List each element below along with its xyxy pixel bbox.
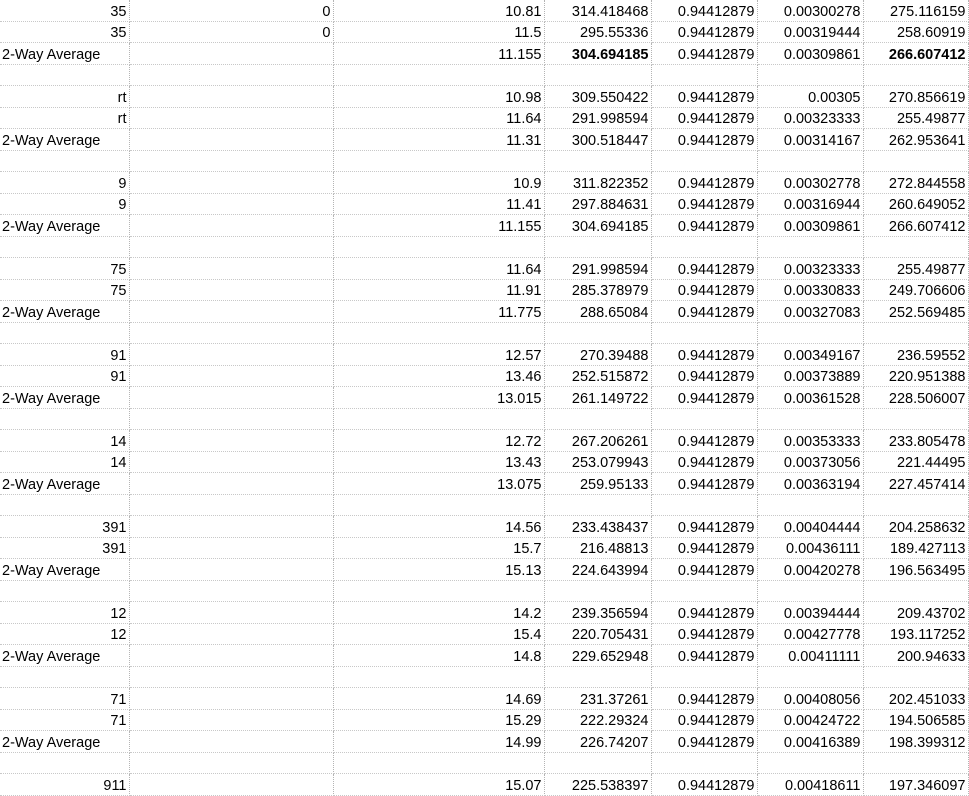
flag-cell[interactable] xyxy=(129,344,333,366)
calc-cell[interactable]: 226.74207 xyxy=(544,731,651,753)
factor-cell[interactable]: 0.94412879 xyxy=(651,365,757,387)
label-cell[interactable]: 71 xyxy=(0,709,129,731)
factor-cell[interactable]: 0.94412879 xyxy=(651,623,757,645)
calc-cell[interactable]: 270.39488 xyxy=(544,344,651,366)
flag-cell[interactable] xyxy=(129,408,333,430)
label-cell[interactable]: 14 xyxy=(0,430,129,452)
flag-cell[interactable] xyxy=(129,236,333,258)
flag-cell[interactable] xyxy=(129,580,333,602)
calc-cell[interactable]: 216.48813 xyxy=(544,537,651,559)
calc-cell[interactable]: 220.705431 xyxy=(544,623,651,645)
table-row xyxy=(0,451,968,473)
flag-cell[interactable] xyxy=(129,473,333,495)
flag-cell[interactable] xyxy=(129,215,333,237)
factor-cell[interactable] xyxy=(651,666,757,688)
label-cell[interactable]: 2-Way Average xyxy=(0,215,129,237)
result-cell[interactable]: 227.457414 xyxy=(863,473,968,495)
calc-cell[interactable] xyxy=(544,666,651,688)
result-cell[interactable]: 236.59552 xyxy=(863,344,968,366)
table-row xyxy=(0,774,968,796)
result-cell[interactable]: 198.399312 xyxy=(863,731,968,753)
value-cell[interactable]: 15.4 xyxy=(333,623,544,645)
average-row xyxy=(0,301,968,323)
flag-cell[interactable] xyxy=(129,688,333,710)
result-cell[interactable] xyxy=(863,580,968,602)
flag-cell[interactable] xyxy=(129,129,333,151)
label-cell[interactable]: 91 xyxy=(0,365,129,387)
value-cell[interactable]: 11.155 xyxy=(333,43,544,65)
factor-cell[interactable] xyxy=(651,64,757,86)
label-cell[interactable]: 9 xyxy=(0,193,129,215)
flag-cell[interactable] xyxy=(129,301,333,323)
average-row xyxy=(0,473,968,495)
factor-cell[interactable]: 0.94412879 xyxy=(651,473,757,495)
result-cell[interactable]: 189.427113 xyxy=(863,537,968,559)
calc-cell[interactable]: 259.95133 xyxy=(544,473,651,495)
result-cell[interactable]: 258.60919 xyxy=(863,21,968,43)
factor-cell[interactable] xyxy=(651,236,757,258)
factor-cell[interactable]: 0.94412879 xyxy=(651,731,757,753)
calc-cell[interactable]: 285.378979 xyxy=(544,279,651,301)
result-cell[interactable]: 220.951388 xyxy=(863,365,968,387)
value-cell[interactable]: 11.91 xyxy=(333,279,544,301)
factor-cell[interactable]: 0.94412879 xyxy=(651,0,757,21)
value-cell[interactable]: 14.2 xyxy=(333,602,544,624)
factor-cell[interactable]: 0.94412879 xyxy=(651,451,757,473)
flag-cell[interactable] xyxy=(129,279,333,301)
ratio-cell[interactable] xyxy=(757,236,863,258)
ratio-cell[interactable]: 0.00323333 xyxy=(757,258,863,280)
label-cell[interactable]: 9 xyxy=(0,172,129,194)
value-cell[interactable] xyxy=(333,236,544,258)
factor-cell[interactable]: 0.94412879 xyxy=(651,774,757,796)
ratio-cell[interactable] xyxy=(757,408,863,430)
calc-cell[interactable] xyxy=(544,150,651,172)
label-cell[interactable]: 2-Way Average xyxy=(0,559,129,581)
ratio-cell[interactable] xyxy=(757,752,863,774)
blank-row xyxy=(0,580,968,602)
table-row xyxy=(0,193,968,215)
label-cell[interactable]: 2-Way Average xyxy=(0,129,129,151)
flag-cell[interactable] xyxy=(129,516,333,538)
value-cell[interactable]: 14.56 xyxy=(333,516,544,538)
blank-row xyxy=(0,64,968,86)
label-cell[interactable]: 12 xyxy=(0,602,129,624)
result-cell[interactable] xyxy=(863,752,968,774)
result-cell[interactable] xyxy=(863,408,968,430)
factor-cell[interactable]: 0.94412879 xyxy=(651,645,757,667)
flag-cell[interactable] xyxy=(129,365,333,387)
label-cell[interactable] xyxy=(0,666,129,688)
table-row xyxy=(0,688,968,710)
label-cell[interactable]: 2-Way Average xyxy=(0,43,129,65)
ratio-cell[interactable]: 0.00373889 xyxy=(757,365,863,387)
value-cell[interactable]: 10.98 xyxy=(333,86,544,108)
calc-cell[interactable]: 291.998594 xyxy=(544,258,651,280)
flag-cell[interactable] xyxy=(129,752,333,774)
flag-cell[interactable] xyxy=(129,645,333,667)
blank-row xyxy=(0,150,968,172)
table-row xyxy=(0,279,968,301)
ratio-cell[interactable]: 0.00330833 xyxy=(757,279,863,301)
factor-cell[interactable]: 0.94412879 xyxy=(651,516,757,538)
ratio-cell[interactable] xyxy=(757,322,863,344)
ratio-cell[interactable]: 0.00424722 xyxy=(757,709,863,731)
calc-cell[interactable]: 233.438437 xyxy=(544,516,651,538)
value-cell[interactable] xyxy=(333,150,544,172)
value-cell[interactable]: 11.31 xyxy=(333,129,544,151)
result-cell[interactable]: 266.607412 xyxy=(863,43,968,65)
result-cell[interactable]: 196.563495 xyxy=(863,559,968,581)
value-cell[interactable]: 14.8 xyxy=(333,645,544,667)
blank-row xyxy=(0,494,968,516)
average-row xyxy=(0,645,968,667)
calc-cell[interactable]: 261.149722 xyxy=(544,387,651,409)
result-cell[interactable]: 249.706606 xyxy=(863,279,968,301)
table-row xyxy=(0,0,968,21)
value-cell[interactable] xyxy=(333,666,544,688)
value-cell[interactable]: 13.015 xyxy=(333,387,544,409)
calc-cell[interactable] xyxy=(544,752,651,774)
table-row xyxy=(0,172,968,194)
label-cell[interactable]: 75 xyxy=(0,258,129,280)
ratio-cell[interactable]: 0.00404444 xyxy=(757,516,863,538)
factor-cell[interactable] xyxy=(651,580,757,602)
value-cell[interactable] xyxy=(333,408,544,430)
calc-cell[interactable] xyxy=(544,322,651,344)
ratio-cell[interactable]: 0.00309861 xyxy=(757,215,863,237)
label-cell[interactable]: 12 xyxy=(0,623,129,645)
ratio-cell[interactable]: 0.00411111 xyxy=(757,645,863,667)
value-cell[interactable]: 11.64 xyxy=(333,258,544,280)
factor-cell[interactable] xyxy=(651,752,757,774)
result-cell[interactable]: 221.44495 xyxy=(863,451,968,473)
factor-cell[interactable]: 0.94412879 xyxy=(651,688,757,710)
value-cell[interactable]: 14.99 xyxy=(333,731,544,753)
calc-cell[interactable]: 222.29324 xyxy=(544,709,651,731)
flag-cell[interactable] xyxy=(129,451,333,473)
result-cell[interactable]: 193.117252 xyxy=(863,623,968,645)
value-cell[interactable]: 13.43 xyxy=(333,451,544,473)
label-cell[interactable]: 35 xyxy=(0,0,129,21)
factor-cell[interactable]: 0.94412879 xyxy=(651,43,757,65)
ratio-cell[interactable]: 0.00314167 xyxy=(757,129,863,151)
blank-row xyxy=(0,752,968,774)
label-cell[interactable] xyxy=(0,64,129,86)
flag-cell[interactable] xyxy=(129,731,333,753)
table-row xyxy=(0,430,968,452)
value-cell[interactable]: 15.07 xyxy=(333,774,544,796)
ratio-cell[interactable]: 0.00353333 xyxy=(757,430,863,452)
calc-cell[interactable]: 304.694185 xyxy=(544,215,651,237)
ratio-cell[interactable]: 0.00416389 xyxy=(757,731,863,753)
table-row xyxy=(0,623,968,645)
ratio-cell[interactable]: 0.00300278 xyxy=(757,0,863,21)
calc-cell[interactable] xyxy=(544,236,651,258)
calc-cell[interactable]: 267.206261 xyxy=(544,430,651,452)
flag-cell[interactable] xyxy=(129,559,333,581)
factor-cell[interactable]: 0.94412879 xyxy=(651,107,757,129)
factor-cell[interactable]: 0.94412879 xyxy=(651,387,757,409)
calc-cell[interactable] xyxy=(544,64,651,86)
flag-cell[interactable] xyxy=(129,258,333,280)
label-cell[interactable] xyxy=(0,580,129,602)
label-cell[interactable]: 35 xyxy=(0,21,129,43)
blank-row xyxy=(0,666,968,688)
result-cell[interactable]: 209.43702 xyxy=(863,602,968,624)
value-cell[interactable]: 11.5 xyxy=(333,21,544,43)
table-row xyxy=(0,602,968,624)
average-row xyxy=(0,43,968,65)
average-row xyxy=(0,129,968,151)
result-cell[interactable]: 233.805478 xyxy=(863,430,968,452)
label-cell[interactable]: 2-Way Average xyxy=(0,731,129,753)
flag-cell[interactable] xyxy=(129,150,333,172)
factor-cell[interactable]: 0.94412879 xyxy=(651,559,757,581)
flag-cell[interactable] xyxy=(129,86,333,108)
factor-cell[interactable] xyxy=(651,322,757,344)
factor-cell[interactable] xyxy=(651,494,757,516)
flag-cell[interactable] xyxy=(129,537,333,559)
flag-cell[interactable] xyxy=(129,774,333,796)
ratio-cell[interactable]: 0.00309861 xyxy=(757,43,863,65)
flag-cell[interactable] xyxy=(129,107,333,129)
factor-cell[interactable]: 0.94412879 xyxy=(651,537,757,559)
blank-row xyxy=(0,236,968,258)
label-cell[interactable]: rt xyxy=(0,86,129,108)
value-cell[interactable] xyxy=(333,580,544,602)
result-cell[interactable] xyxy=(863,666,968,688)
calc-cell[interactable]: 231.37261 xyxy=(544,688,651,710)
value-cell[interactable]: 12.72 xyxy=(333,430,544,452)
ratio-cell[interactable]: 0.00418611 xyxy=(757,774,863,796)
ratio-cell[interactable]: 0.00327083 xyxy=(757,301,863,323)
flag-cell[interactable] xyxy=(129,387,333,409)
calc-cell[interactable]: 297.884631 xyxy=(544,193,651,215)
factor-cell[interactable]: 0.94412879 xyxy=(651,602,757,624)
factor-cell[interactable]: 0.94412879 xyxy=(651,86,757,108)
label-cell[interactable]: 2-Way Average xyxy=(0,473,129,495)
result-cell[interactable] xyxy=(863,236,968,258)
flag-cell[interactable] xyxy=(129,666,333,688)
ratio-cell[interactable]: 0.00349167 xyxy=(757,344,863,366)
label-cell[interactable]: 391 xyxy=(0,516,129,538)
flag-cell[interactable] xyxy=(129,43,333,65)
factor-cell[interactable]: 0.94412879 xyxy=(651,21,757,43)
calc-cell[interactable]: 252.515872 xyxy=(544,365,651,387)
calc-cell[interactable]: 229.652948 xyxy=(544,645,651,667)
label-cell[interactable]: 2-Way Average xyxy=(0,301,129,323)
factor-cell[interactable]: 0.94412879 xyxy=(651,215,757,237)
result-cell[interactable]: 204.258632 xyxy=(863,516,968,538)
value-cell[interactable] xyxy=(333,322,544,344)
average-row xyxy=(0,387,968,409)
calc-cell[interactable]: 253.079943 xyxy=(544,451,651,473)
calc-cell[interactable]: 314.418468 xyxy=(544,0,651,21)
flag-cell[interactable]: 0 xyxy=(129,0,333,21)
factor-cell[interactable]: 0.94412879 xyxy=(651,344,757,366)
result-cell[interactable]: 262.953641 xyxy=(863,129,968,151)
value-cell[interactable] xyxy=(333,752,544,774)
label-cell[interactable]: 911 xyxy=(0,774,129,796)
calc-cell[interactable]: 239.356594 xyxy=(544,602,651,624)
value-cell[interactable]: 11.41 xyxy=(333,193,544,215)
ratio-cell[interactable]: 0.00373056 xyxy=(757,451,863,473)
blank-row xyxy=(0,322,968,344)
ratio-cell[interactable]: 0.00302778 xyxy=(757,172,863,194)
factor-cell[interactable]: 0.94412879 xyxy=(651,129,757,151)
factor-cell[interactable]: 0.94412879 xyxy=(651,279,757,301)
label-cell[interactable] xyxy=(0,752,129,774)
factor-cell[interactable]: 0.94412879 xyxy=(651,301,757,323)
flag-cell[interactable] xyxy=(129,322,333,344)
ratio-cell[interactable]: 0.00305 xyxy=(757,86,863,108)
result-cell[interactable]: 200.94633 xyxy=(863,645,968,667)
result-cell[interactable] xyxy=(863,322,968,344)
table-row xyxy=(0,258,968,280)
value-cell[interactable]: 11.155 xyxy=(333,215,544,237)
table-row xyxy=(0,709,968,731)
result-cell[interactable]: 275.116159 xyxy=(863,0,968,21)
calc-cell[interactable]: 291.998594 xyxy=(544,107,651,129)
label-cell[interactable] xyxy=(0,150,129,172)
factor-cell[interactable]: 0.94412879 xyxy=(651,258,757,280)
flag-cell[interactable]: 0 xyxy=(129,21,333,43)
ratio-cell[interactable]: 0.00363194 xyxy=(757,473,863,495)
ratio-cell[interactable] xyxy=(757,666,863,688)
label-cell[interactable]: 14 xyxy=(0,451,129,473)
label-cell[interactable] xyxy=(0,494,129,516)
calc-cell[interactable]: 309.550422 xyxy=(544,86,651,108)
calc-cell[interactable] xyxy=(544,408,651,430)
table-row xyxy=(0,344,968,366)
label-cell[interactable]: 391 xyxy=(0,537,129,559)
result-cell[interactable]: 255.49877 xyxy=(863,107,968,129)
result-cell[interactable]: 266.607412 xyxy=(863,215,968,237)
calc-cell[interactable] xyxy=(544,580,651,602)
result-cell[interactable]: 270.856619 xyxy=(863,86,968,108)
ratio-cell[interactable]: 0.00319444 xyxy=(757,21,863,43)
factor-cell[interactable] xyxy=(651,408,757,430)
ratio-cell[interactable]: 0.00420278 xyxy=(757,559,863,581)
value-cell[interactable]: 13.46 xyxy=(333,365,544,387)
result-cell[interactable]: 260.649052 xyxy=(863,193,968,215)
table-row xyxy=(0,516,968,538)
value-cell[interactable]: 11.775 xyxy=(333,301,544,323)
ratio-cell[interactable] xyxy=(757,64,863,86)
average-row xyxy=(0,215,968,237)
average-row xyxy=(0,559,968,581)
value-cell[interactable]: 15.13 xyxy=(333,559,544,581)
label-cell[interactable]: 75 xyxy=(0,279,129,301)
factor-cell[interactable] xyxy=(651,150,757,172)
value-cell[interactable]: 15.29 xyxy=(333,709,544,731)
ratio-cell[interactable]: 0.00394444 xyxy=(757,602,863,624)
ratio-cell[interactable] xyxy=(757,150,863,172)
result-cell[interactable]: 272.844558 xyxy=(863,172,968,194)
factor-cell[interactable]: 0.94412879 xyxy=(651,709,757,731)
label-cell[interactable] xyxy=(0,236,129,258)
label-cell[interactable]: 2-Way Average xyxy=(0,645,129,667)
calc-cell[interactable]: 311.822352 xyxy=(544,172,651,194)
value-cell[interactable] xyxy=(333,64,544,86)
calc-cell[interactable]: 300.518447 xyxy=(544,129,651,151)
factor-cell[interactable]: 0.94412879 xyxy=(651,430,757,452)
table-row xyxy=(0,86,968,108)
factor-cell[interactable]: 0.94412879 xyxy=(651,193,757,215)
ratio-cell[interactable]: 0.00323333 xyxy=(757,107,863,129)
factor-cell[interactable]: 0.94412879 xyxy=(651,172,757,194)
result-cell[interactable]: 255.49877 xyxy=(863,258,968,280)
label-cell[interactable]: 2-Way Average xyxy=(0,387,129,409)
calc-cell[interactable]: 225.538397 xyxy=(544,774,651,796)
calc-cell[interactable] xyxy=(544,494,651,516)
flag-cell[interactable] xyxy=(129,64,333,86)
label-cell[interactable] xyxy=(0,322,129,344)
flag-cell[interactable] xyxy=(129,494,333,516)
label-cell[interactable]: rt xyxy=(0,107,129,129)
result-cell[interactable]: 194.506585 xyxy=(863,709,968,731)
flag-cell[interactable] xyxy=(129,623,333,645)
ratio-cell[interactable]: 0.00436111 xyxy=(757,537,863,559)
table-row xyxy=(0,537,968,559)
average-row xyxy=(0,731,968,753)
value-cell[interactable]: 10.81 xyxy=(333,0,544,21)
ratio-cell[interactable]: 0.00427778 xyxy=(757,623,863,645)
calc-cell[interactable]: 288.65084 xyxy=(544,301,651,323)
ratio-cell[interactable] xyxy=(757,580,863,602)
flag-cell[interactable] xyxy=(129,172,333,194)
result-cell[interactable]: 228.506007 xyxy=(863,387,968,409)
flag-cell[interactable] xyxy=(129,602,333,624)
result-cell[interactable] xyxy=(863,150,968,172)
ratio-cell[interactable]: 0.00316944 xyxy=(757,193,863,215)
ratio-cell[interactable]: 0.00408056 xyxy=(757,688,863,710)
ratio-cell[interactable]: 0.00361528 xyxy=(757,387,863,409)
result-cell[interactable] xyxy=(863,494,968,516)
value-cell[interactable]: 14.69 xyxy=(333,688,544,710)
calc-cell[interactable]: 304.694185 xyxy=(544,43,651,65)
value-cell[interactable]: 15.7 xyxy=(333,537,544,559)
calc-cell[interactable]: 295.55336 xyxy=(544,21,651,43)
flag-cell[interactable] xyxy=(129,709,333,731)
table-row xyxy=(0,21,968,43)
result-cell[interactable]: 202.451033 xyxy=(863,688,968,710)
table-row xyxy=(0,107,968,129)
calc-cell[interactable]: 224.643994 xyxy=(544,559,651,581)
result-cell[interactable]: 252.569485 xyxy=(863,301,968,323)
value-cell[interactable]: 12.57 xyxy=(333,344,544,366)
blank-row xyxy=(0,408,968,430)
ratio-cell[interactable] xyxy=(757,494,863,516)
value-cell[interactable]: 10.9 xyxy=(333,172,544,194)
value-cell[interactable]: 13.075 xyxy=(333,473,544,495)
label-cell[interactable]: 71 xyxy=(0,688,129,710)
flag-cell[interactable] xyxy=(129,193,333,215)
label-cell[interactable] xyxy=(0,408,129,430)
flag-cell[interactable] xyxy=(129,430,333,452)
result-cell[interactable] xyxy=(863,64,968,86)
result-cell[interactable]: 197.346097 xyxy=(863,774,968,796)
label-cell[interactable]: 91 xyxy=(0,344,129,366)
value-cell[interactable] xyxy=(333,494,544,516)
table-row xyxy=(0,365,968,387)
value-cell[interactable]: 11.64 xyxy=(333,107,544,129)
